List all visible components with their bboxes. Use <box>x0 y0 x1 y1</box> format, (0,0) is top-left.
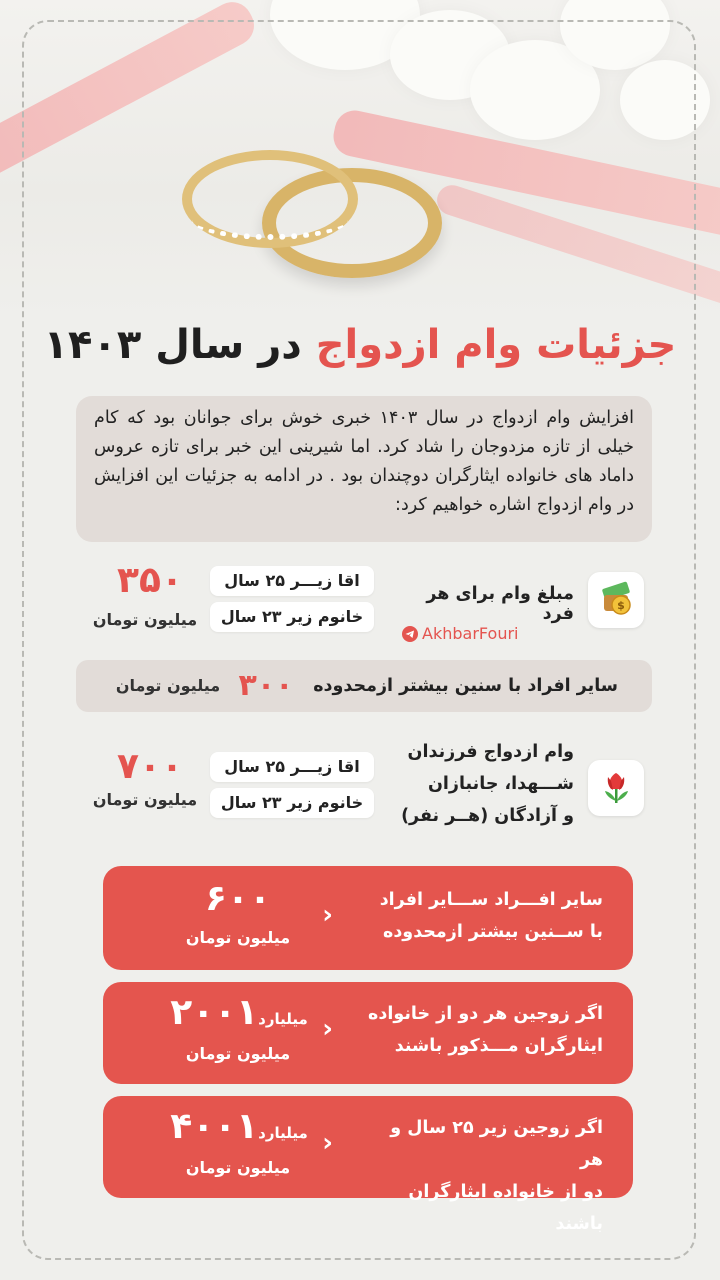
card2-amount-group <box>139 992 339 1033</box>
section2-label <box>392 736 574 832</box>
card1-amount: ۶۰۰ <box>205 878 271 919</box>
card3-unit: میلیون تومان <box>185 1158 291 1177</box>
tulip-icon <box>588 760 644 816</box>
pill-men-age-2: اقا زیـــر ۲۵ سال <box>210 752 374 782</box>
card-isargaran-both <box>103 982 633 1084</box>
pill-women-age: خانوم زیر ۲۳ سال <box>210 602 374 632</box>
money-bag-icon <box>588 572 644 628</box>
card3-amount-group <box>139 1106 339 1147</box>
watermark <box>402 624 518 643</box>
card3-billion-word: میلیارد <box>258 1124 308 1142</box>
section2-label-line2: شـــهدا، جانبازان <box>427 774 574 794</box>
card3-text <box>363 1112 603 1240</box>
card2-unit: میلیون تومان <box>185 1044 291 1063</box>
section1-unit: میلیون تومان <box>92 610 198 629</box>
card1-line1: سایر افـــراد ســـایر افراد <box>379 890 603 910</box>
card2-billion: ۱ <box>236 992 259 1033</box>
others-row-amount: ۳۰۰ <box>238 668 294 703</box>
watermark-text: AkhbarFouri <box>422 624 519 643</box>
section1-amount: ۳۵۰ <box>117 560 183 601</box>
pill-women-age-2: خانوم زیر ۲۳ سال <box>210 788 374 818</box>
card3-line2: دو از خانواده ایثارگران باشند <box>408 1182 603 1234</box>
section2-unit: میلیون تومان <box>92 790 198 809</box>
section2-label-line1: وام ازدواج فرزندان <box>407 742 574 762</box>
chevron-icon: ‹ <box>322 1014 333 1044</box>
chevron-icon: ‹ <box>322 900 333 930</box>
card3-amount: ۴۰۰ <box>170 1106 237 1147</box>
section2-label-line3: و آزادگان (هــر نفر) <box>401 806 574 826</box>
section2-amount: ۷۰۰ <box>117 746 183 787</box>
card-under25-isargaran <box>103 1096 633 1234</box>
telegram-icon <box>402 626 418 642</box>
card-others-600 <box>103 866 633 970</box>
title-red-part: جزئیات وام ازدواج <box>315 322 677 368</box>
card3-billion: ۱ <box>236 1106 259 1147</box>
card2-line2: ایثارگران مـــذکور باشند <box>394 1036 603 1056</box>
title-black-part: در سال ۱۴۰۳ <box>43 322 302 368</box>
card1-unit: میلیون تومان <box>185 928 291 947</box>
intro-paragraph: افزایش وام ازدواج در سال ۱۴۰۳ خبری خوش برای جوانان بود که کام خیلی از تازه مزدوجان را شاد کرد. اما شیرینی این خبر برای تازه عروس داماد های خانواده ایثارگران دوچندان بود . در ادامه به جزئیات این افزایش در وام ازدواج اشاره خواهیم کرد: <box>76 396 652 542</box>
svg-text:$: $ <box>617 599 625 612</box>
card2-line1: اگر زوجین هر دو از خانواده <box>368 1004 603 1024</box>
card2-text <box>363 998 603 1062</box>
others-row-unit: میلیون تومان <box>115 676 221 695</box>
others-row-text: سایر افراد با سنین بیشتر ازمحدوده <box>313 676 618 696</box>
card1-text <box>363 884 603 948</box>
card2-amount: ۲۰۰ <box>170 992 237 1033</box>
card3-line1: اگر زوجین زیر ۲۵ سال و هر <box>390 1118 603 1170</box>
page-title <box>0 322 720 368</box>
others-row <box>76 660 652 712</box>
card2-billion-word: میلیارد <box>258 1010 308 1028</box>
pill-men-age: اقا زیـــر ۲۵ سال <box>210 566 374 596</box>
chevron-icon: ‹ <box>322 1128 333 1158</box>
section1-label: مبلغ وام برای هر فرد <box>426 584 574 624</box>
card1-line2: با ســنین بیشتر ازمحدوده <box>383 922 603 942</box>
